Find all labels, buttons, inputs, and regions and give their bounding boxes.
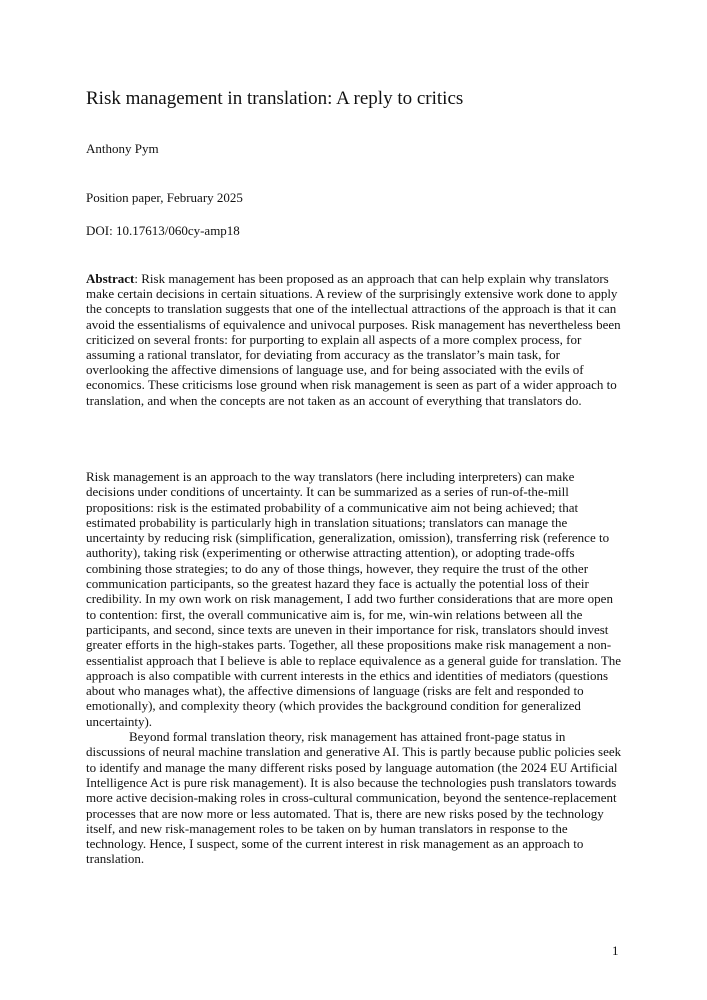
body-text	[86, 469, 622, 867]
body-paragraph-1: Risk management is an approach to the way translators (here including interpreters) can make decisions under conditions of uncertainty. It can be summarized as a series of run-of-the-mill propositions: risk is the estimated probability of a communicative aim not being achieved; that estimated probability is particularly high in translation situations; translators can manage the uncertainty by reducing risk (simplification, generalization, omission), transferring risk (reference to authority), taking risk (experimenting or otherwise attracting attention), or adopting trade-offs combining those strategies; to do any of those things, however, they require the trust of the other communication participants, so the greatest hazard they face is actually the potential loss of their credibility. In my own work on risk management, I add two further considerations that are more open to contention: first, the overall communicative aim is, for me, win-win relations between all the participants, and second, since texts are uneven in their importance for risk, translators should invest greater efforts in the high-stakes parts. Together, all these propositions make risk management a non-essentialist approach that I believe is able to replace equivalence as a general guide for translation. The approach is also compatible with current interests in the ethics and identities of mediators (questions about who manages what), the affective dimensions of language (risks are felt and responded to emotionally), and complexity theory (which provides the background condition for generalized uncertainty).	[86, 469, 622, 729]
author-name: Anthony Pym	[86, 141, 159, 156]
abstract-label: Abstract	[86, 271, 135, 286]
abstract-text: : Risk management has been proposed as an approach that can help explain why translators make certain decisions in certain situations. A review of the surprisingly extensive work done to apply the concepts to translation suggests that one of the intellectual attractions of the approach is that it can avoid the essentialisms of equivalence and univocal purposes. Risk management has nevertheless been criticized on several fronts: for purporting to explain all aspects of a more complex process, for assuming a rational translator, for deviating from accuracy as the translator’s main task, for overlooking the affective dimensions of language use, and for being associated with the evils of economics. These criticisms lose ground when risk management is seen as part of a wider approach to translation, and when the concepts are not taken as an account of everything that translators do.	[86, 271, 621, 408]
doi-line: DOI: 10.17613/060cy-amp18	[86, 223, 240, 238]
body-paragraph-2: Beyond formal translation theory, risk management has attained front-page status in discussions of neural machine translation and generative AI. This is partly because public policies seek to identify and manage the many different risks posed by language automation (the 2024 EU Artificial Intelligence Act is pure risk management). It is also because the technologies push translators towards more active decision-making roles in cross-cultural communication, beyond the sentence-replacement processes that are now more or less automated. That is, there are new risks posed by the technology itself, and new risk-management roles to be taken on by human translators in response to the technology. Hence, I suspect, some of the current interest in risk management as an approach to translation.	[86, 729, 622, 867]
page-number: 1	[612, 943, 619, 958]
paper-title: Risk management in translation: A reply to critics	[86, 88, 464, 109]
abstract	[86, 271, 622, 408]
position-line: Position paper, February 2025	[86, 190, 243, 205]
